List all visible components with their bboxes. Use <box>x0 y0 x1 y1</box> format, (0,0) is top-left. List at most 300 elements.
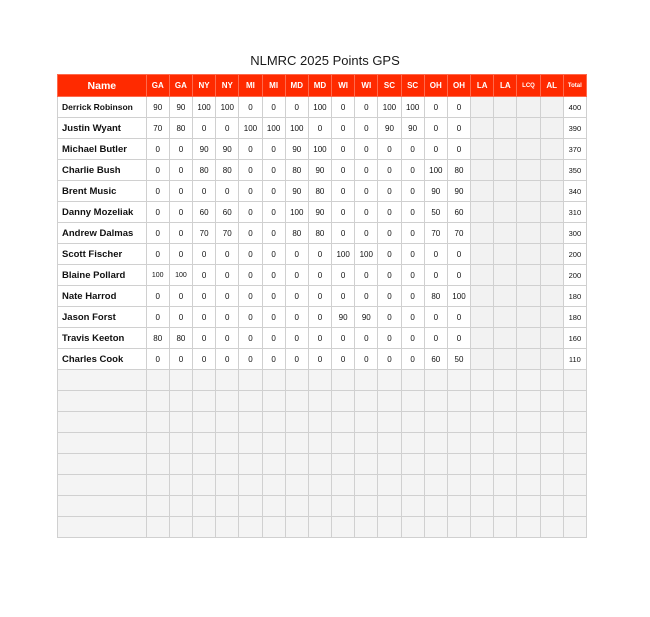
empty-cell <box>540 412 563 433</box>
empty-cell <box>401 412 424 433</box>
points-cell: 0 <box>447 307 470 328</box>
points-cell <box>517 244 540 265</box>
points-cell <box>494 97 517 118</box>
column-header-total: Total <box>563 75 586 97</box>
empty-cell <box>193 370 216 391</box>
empty-cell <box>332 433 355 454</box>
racer-name: Nate Harrod <box>58 286 147 307</box>
points-cell: 0 <box>401 139 424 160</box>
points-cell: 0 <box>355 139 378 160</box>
column-header-name: Name <box>58 75 147 97</box>
points-cell: 0 <box>378 202 401 223</box>
total-cell: 400 <box>563 97 586 118</box>
empty-cell <box>424 496 447 517</box>
empty-cell <box>563 496 586 517</box>
empty-cell <box>193 454 216 475</box>
table-row <box>58 328 587 349</box>
total-cell: 390 <box>563 118 586 139</box>
empty-cell <box>262 412 285 433</box>
points-cell: 0 <box>169 181 192 202</box>
points-cell <box>471 307 494 328</box>
empty-cell <box>540 496 563 517</box>
empty-cell <box>332 517 355 538</box>
points-cell <box>471 160 494 181</box>
points-cell <box>540 160 563 181</box>
total-cell: 200 <box>563 265 586 286</box>
empty-cell <box>378 370 401 391</box>
points-cell: 0 <box>216 286 239 307</box>
racer-name: Blaine Pollard <box>58 265 147 286</box>
points-cell: 0 <box>216 265 239 286</box>
empty-cell <box>146 433 169 454</box>
empty-cell <box>563 475 586 496</box>
empty-row <box>58 433 587 454</box>
empty-cell <box>193 475 216 496</box>
points-cell: 0 <box>146 307 169 328</box>
points-cell <box>471 286 494 307</box>
points-cell: 0 <box>401 349 424 370</box>
points-cell: 0 <box>285 265 308 286</box>
empty-cell <box>424 370 447 391</box>
total-cell: 340 <box>563 181 586 202</box>
points-cell: 0 <box>169 349 192 370</box>
points-cell: 100 <box>216 97 239 118</box>
points-cell: 0 <box>193 244 216 265</box>
points-cell: 0 <box>285 244 308 265</box>
empty-cell <box>216 454 239 475</box>
points-cell: 50 <box>447 349 470 370</box>
points-cell: 0 <box>308 265 331 286</box>
empty-cell <box>447 475 470 496</box>
empty-cell <box>285 496 308 517</box>
table-row <box>58 118 587 139</box>
column-header-ga-1: GA <box>146 75 169 97</box>
points-cell <box>517 223 540 244</box>
points-cell: 0 <box>378 160 401 181</box>
empty-row <box>58 454 587 475</box>
empty-name-cell <box>58 496 147 517</box>
column-header-oh-13: OH <box>424 75 447 97</box>
column-header-md-7: MD <box>285 75 308 97</box>
points-cell: 100 <box>193 97 216 118</box>
empty-cell <box>355 391 378 412</box>
points-cell <box>517 97 540 118</box>
empty-name-cell <box>58 391 147 412</box>
empty-cell <box>401 454 424 475</box>
empty-cell <box>517 475 540 496</box>
empty-cell <box>378 412 401 433</box>
empty-cell <box>169 391 192 412</box>
points-cell: 0 <box>169 223 192 244</box>
empty-cell <box>308 412 331 433</box>
points-cell <box>494 202 517 223</box>
points-cell: 0 <box>308 244 331 265</box>
points-cell <box>494 307 517 328</box>
points-cell: 0 <box>216 118 239 139</box>
points-cell: 100 <box>401 97 424 118</box>
racer-name: Travis Keeton <box>58 328 147 349</box>
empty-cell <box>494 475 517 496</box>
column-header-ny-4: NY <box>216 75 239 97</box>
points-cell: 0 <box>262 307 285 328</box>
points-cell <box>471 349 494 370</box>
points-cell: 0 <box>169 202 192 223</box>
empty-cell <box>332 412 355 433</box>
column-header-wi-9: WI <box>332 75 355 97</box>
total-cell: 180 <box>563 307 586 328</box>
empty-cell <box>216 433 239 454</box>
points-cell <box>517 265 540 286</box>
points-cell: 0 <box>332 223 355 244</box>
points-cell: 0 <box>424 97 447 118</box>
points-cell: 0 <box>262 265 285 286</box>
points-cell: 80 <box>285 223 308 244</box>
racer-name: Jason Forst <box>58 307 147 328</box>
points-cell: 0 <box>424 139 447 160</box>
points-cell: 0 <box>193 328 216 349</box>
points-cell: 0 <box>447 328 470 349</box>
points-cell: 0 <box>216 328 239 349</box>
table-row <box>58 286 587 307</box>
empty-cell <box>262 391 285 412</box>
points-cell: 0 <box>378 328 401 349</box>
empty-cell <box>563 517 586 538</box>
empty-cell <box>239 475 262 496</box>
points-cell: 0 <box>146 223 169 244</box>
points-cell: 0 <box>285 349 308 370</box>
empty-cell <box>517 412 540 433</box>
points-cell: 0 <box>447 139 470 160</box>
empty-cell <box>285 412 308 433</box>
empty-cell <box>216 517 239 538</box>
points-cell <box>517 202 540 223</box>
points-cell: 0 <box>355 328 378 349</box>
total-cell: 370 <box>563 139 586 160</box>
points-cell: 0 <box>262 97 285 118</box>
points-cell <box>471 328 494 349</box>
column-header-ga-2: GA <box>169 75 192 97</box>
points-cell: 0 <box>216 349 239 370</box>
points-cell <box>517 349 540 370</box>
column-header-oh-14: OH <box>447 75 470 97</box>
empty-cell <box>563 391 586 412</box>
points-cell: 80 <box>169 118 192 139</box>
points-cell: 0 <box>239 328 262 349</box>
points-cell: 0 <box>355 181 378 202</box>
empty-name-cell <box>58 412 147 433</box>
points-cell: 0 <box>424 118 447 139</box>
empty-cell <box>285 433 308 454</box>
points-cell: 0 <box>378 349 401 370</box>
empty-cell <box>494 517 517 538</box>
points-cell: 80 <box>308 223 331 244</box>
empty-cell <box>146 412 169 433</box>
points-cell: 100 <box>378 97 401 118</box>
points-cell: 0 <box>332 265 355 286</box>
points-cell <box>517 307 540 328</box>
points-cell <box>540 223 563 244</box>
table-row <box>58 139 587 160</box>
points-cell <box>540 139 563 160</box>
empty-cell <box>262 496 285 517</box>
empty-name-cell <box>58 454 147 475</box>
empty-cell <box>169 496 192 517</box>
empty-cell <box>239 496 262 517</box>
empty-cell <box>447 517 470 538</box>
column-header-lcq-17: LCQ <box>517 75 540 97</box>
empty-cell <box>193 391 216 412</box>
points-cell: 0 <box>355 97 378 118</box>
empty-cell <box>308 517 331 538</box>
page-title: NLMRC 2025 Points GPS <box>250 53 400 68</box>
racer-name: Danny Mozeliak <box>58 202 147 223</box>
empty-cell <box>494 370 517 391</box>
points-cell: 70 <box>193 223 216 244</box>
empty-cell <box>285 370 308 391</box>
empty-name-cell <box>58 433 147 454</box>
racer-name: Derrick Robinson <box>58 97 147 118</box>
points-cell <box>494 349 517 370</box>
points-cell: 90 <box>216 139 239 160</box>
empty-cell <box>401 370 424 391</box>
points-cell: 0 <box>285 307 308 328</box>
points-cell: 0 <box>332 349 355 370</box>
empty-cell <box>332 475 355 496</box>
points-cell <box>517 328 540 349</box>
column-header-mi-6: MI <box>262 75 285 97</box>
points-cell: 0 <box>401 286 424 307</box>
empty-name-cell <box>58 517 147 538</box>
empty-cell <box>308 433 331 454</box>
empty-cell <box>471 412 494 433</box>
empty-cell <box>169 433 192 454</box>
points-cell: 0 <box>447 265 470 286</box>
points-cell: 100 <box>447 286 470 307</box>
points-cell: 0 <box>378 181 401 202</box>
points-cell: 0 <box>262 181 285 202</box>
empty-cell <box>471 433 494 454</box>
empty-cell <box>332 370 355 391</box>
empty-cell <box>424 517 447 538</box>
empty-cell <box>355 517 378 538</box>
points-cell: 0 <box>308 286 331 307</box>
table-row <box>58 97 587 118</box>
header-row <box>58 75 587 97</box>
points-cell <box>494 160 517 181</box>
empty-cell <box>355 412 378 433</box>
points-cell: 70 <box>447 223 470 244</box>
points-cell: 0 <box>378 244 401 265</box>
points-cell <box>540 307 563 328</box>
total-cell: 350 <box>563 160 586 181</box>
table-row <box>58 349 587 370</box>
points-cell: 0 <box>332 202 355 223</box>
empty-cell <box>424 391 447 412</box>
empty-cell <box>563 412 586 433</box>
points-cell: 0 <box>401 265 424 286</box>
points-cell <box>494 244 517 265</box>
points-cell: 0 <box>401 244 424 265</box>
empty-cell <box>216 412 239 433</box>
points-cell <box>471 265 494 286</box>
empty-cell <box>146 496 169 517</box>
empty-cell <box>308 391 331 412</box>
empty-cell <box>563 370 586 391</box>
points-cell <box>540 118 563 139</box>
total-cell: 300 <box>563 223 586 244</box>
points-cell: 0 <box>216 307 239 328</box>
empty-cell <box>262 475 285 496</box>
points-cell <box>494 139 517 160</box>
column-header-wi-10: WI <box>355 75 378 97</box>
points-cell: 0 <box>332 328 355 349</box>
column-header-sc-12: SC <box>401 75 424 97</box>
empty-cell <box>308 370 331 391</box>
points-cell: 0 <box>239 160 262 181</box>
points-cell: 0 <box>193 265 216 286</box>
empty-cell <box>424 433 447 454</box>
points-cell: 0 <box>285 286 308 307</box>
column-header-ny-3: NY <box>193 75 216 97</box>
empty-name-cell <box>58 475 147 496</box>
points-cell: 80 <box>216 160 239 181</box>
empty-cell <box>169 454 192 475</box>
points-cell: 0 <box>401 202 424 223</box>
points-cell <box>471 118 494 139</box>
racer-name: Justin Wyant <box>58 118 147 139</box>
empty-cell <box>285 475 308 496</box>
points-cell <box>540 286 563 307</box>
empty-cell <box>494 412 517 433</box>
empty-cell <box>216 496 239 517</box>
points-cell: 0 <box>332 160 355 181</box>
points-cell: 0 <box>169 244 192 265</box>
points-cell: 0 <box>447 97 470 118</box>
points-cell: 0 <box>146 181 169 202</box>
empty-cell <box>401 475 424 496</box>
empty-cell <box>447 433 470 454</box>
points-cell: 100 <box>285 202 308 223</box>
points-cell: 0 <box>285 328 308 349</box>
points-cell: 0 <box>355 118 378 139</box>
points-cell: 0 <box>239 265 262 286</box>
points-cell: 80 <box>447 160 470 181</box>
empty-cell <box>216 370 239 391</box>
points-cell: 0 <box>424 307 447 328</box>
empty-cell <box>193 496 216 517</box>
points-cell <box>494 286 517 307</box>
empty-cell <box>193 517 216 538</box>
column-header-la-15: LA <box>471 75 494 97</box>
points-cell: 60 <box>424 349 447 370</box>
points-cell: 0 <box>193 307 216 328</box>
total-cell: 310 <box>563 202 586 223</box>
empty-cell <box>262 517 285 538</box>
points-cell: 0 <box>239 139 262 160</box>
points-cell <box>540 328 563 349</box>
empty-cell <box>447 412 470 433</box>
empty-cell <box>193 433 216 454</box>
empty-cell <box>308 454 331 475</box>
empty-cell <box>378 433 401 454</box>
racer-name: Charles Cook <box>58 349 147 370</box>
empty-cell <box>355 370 378 391</box>
points-cell <box>494 118 517 139</box>
points-cell: 0 <box>239 244 262 265</box>
empty-cell <box>494 454 517 475</box>
points-cell <box>540 349 563 370</box>
empty-cell <box>378 454 401 475</box>
points-cell: 0 <box>355 349 378 370</box>
empty-cell <box>146 370 169 391</box>
points-cell: 90 <box>285 139 308 160</box>
points-cell: 0 <box>262 286 285 307</box>
table-row <box>58 244 587 265</box>
table-row <box>58 223 587 244</box>
points-cell <box>517 160 540 181</box>
table-row <box>58 202 587 223</box>
empty-cell <box>146 391 169 412</box>
empty-cell <box>401 433 424 454</box>
points-cell <box>540 97 563 118</box>
empty-cell <box>239 412 262 433</box>
points-table <box>57 74 587 538</box>
table-body <box>58 97 587 538</box>
points-cell: 0 <box>146 349 169 370</box>
empty-cell <box>169 412 192 433</box>
points-cell <box>494 328 517 349</box>
empty-cell <box>471 517 494 538</box>
points-cell: 90 <box>308 160 331 181</box>
empty-cell <box>378 475 401 496</box>
points-cell <box>517 118 540 139</box>
points-cell: 0 <box>355 202 378 223</box>
points-cell: 100 <box>308 139 331 160</box>
empty-cell <box>285 517 308 538</box>
points-cell <box>517 139 540 160</box>
points-cell: 0 <box>146 139 169 160</box>
points-cell: 0 <box>239 307 262 328</box>
points-cell: 90 <box>378 118 401 139</box>
empty-cell <box>378 517 401 538</box>
points-cell <box>540 202 563 223</box>
empty-cell <box>146 454 169 475</box>
empty-cell <box>332 496 355 517</box>
empty-cell <box>262 433 285 454</box>
empty-cell <box>401 391 424 412</box>
points-cell: 0 <box>332 139 355 160</box>
points-cell: 0 <box>169 160 192 181</box>
points-cell: 0 <box>401 223 424 244</box>
points-cell <box>471 244 494 265</box>
points-cell: 0 <box>424 328 447 349</box>
points-cell: 90 <box>447 181 470 202</box>
points-cell: 0 <box>308 328 331 349</box>
empty-cell <box>401 496 424 517</box>
column-header-la-16: LA <box>494 75 517 97</box>
empty-cell <box>308 496 331 517</box>
empty-cell <box>540 454 563 475</box>
empty-cell <box>378 391 401 412</box>
empty-cell <box>239 391 262 412</box>
points-cell: 90 <box>193 139 216 160</box>
points-cell: 0 <box>308 118 331 139</box>
empty-cell <box>494 433 517 454</box>
table-row <box>58 265 587 286</box>
points-cell: 0 <box>193 181 216 202</box>
points-cell: 90 <box>146 97 169 118</box>
empty-cell <box>355 496 378 517</box>
